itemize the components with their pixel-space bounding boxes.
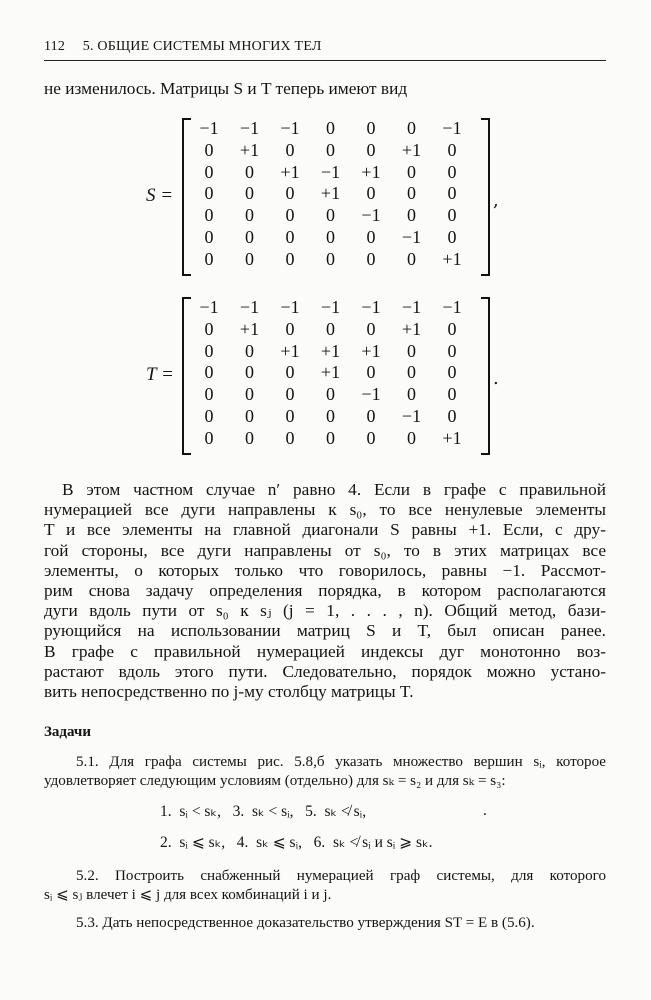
matrix-cell: +1	[280, 161, 300, 182]
matrix-cell: 0	[366, 318, 376, 339]
matrix-cell: 0	[326, 318, 335, 339]
matrix-cell: 0	[326, 248, 335, 269]
problem-line: sᵢ ⩽ sⱼ влечет i ⩽ j для всех комбинаций i и j.	[44, 886, 332, 903]
matrix-cell: 0	[204, 362, 214, 383]
paragraph-line: нумерацией все дуги направлены к s₀, то все ненулевые элементы	[44, 500, 606, 520]
matrix-cell: 0	[447, 161, 457, 182]
matrix-cell: 0	[407, 384, 416, 405]
matrix-cell: −1	[320, 297, 341, 317]
matrix-cell: 0	[447, 205, 457, 226]
matrix-cell: 0	[204, 161, 214, 182]
problem-5-2	[44, 867, 606, 904]
matrix-cell: +1	[239, 318, 260, 339]
matrix-s	[182, 118, 490, 276]
problem-5-3: 5.3. Дать непосредственное доказательство утверждения ST = E в (5.6).	[76, 915, 535, 931]
paragraph-line: дуги вдоль пути от s₀ к sⱼ (j = 1, . . . , n). Общий метод, бази-	[44, 601, 606, 621]
matrix-cell: 0	[407, 248, 416, 269]
conditions-line-2: 2. sᵢ ⩽ sₖ, 4. sₖ ⩽ sᵢ, 6. sₖ ≮ sᵢ и sᵢ ⩾ sₖ.	[160, 834, 433, 851]
matrix-cell: 0	[285, 406, 295, 426]
matrix-cell: 0	[245, 406, 254, 426]
running-header	[44, 39, 322, 55]
matrix-cell: +1	[361, 340, 381, 361]
matrix-cell: 0	[204, 183, 214, 204]
matrix-cell: 0	[366, 183, 376, 204]
matrix-cell: 0	[245, 227, 254, 247]
matrix-cell: 0	[407, 205, 416, 226]
matrix-cell: 0	[285, 139, 295, 160]
matrix-cell: −1	[401, 406, 422, 426]
main-paragraph	[44, 480, 606, 702]
matrix-cell: 0	[447, 362, 457, 383]
matrix-cell: +1	[320, 340, 341, 361]
matrix-cell: −1	[199, 297, 219, 317]
matrix-cell: +1	[280, 340, 300, 361]
right-bracket	[481, 118, 490, 276]
paragraph-line: растают вдоль этого пути. Следовательно, порядок можно устано-	[44, 661, 606, 681]
matrix-cell: 0	[204, 318, 214, 339]
matrix-cell: −1	[442, 118, 462, 138]
matrix-cell: 0	[245, 427, 254, 448]
matrix-s-label: S =	[146, 185, 174, 206]
problem-line: 5.1. Для графа системы рис. 5.8,б указать множество вершин sᵢ, которое	[76, 754, 606, 770]
paragraph-line: гой стороны, все дуги направлены от s₀, то в этих матрицах все	[44, 540, 606, 560]
matrix-cell: −1	[320, 161, 341, 182]
conditions-line-1-dot: .	[483, 802, 487, 819]
matrix-cell: +1	[320, 183, 341, 204]
problem-line: 5.2. Построить снабженный нумерацией граф системы, для которого	[76, 868, 606, 884]
matrix-t	[182, 297, 490, 455]
matrix-cell: −1	[280, 297, 300, 317]
paragraph-line: T и все элементы на главной диагонали S равны +1. Если, с дру-	[44, 520, 606, 540]
matrix-cell: 0	[407, 427, 416, 448]
matrix-cell: −1	[239, 118, 260, 138]
matrix-cell: 0	[447, 227, 457, 247]
matrix-cell: 0	[366, 362, 376, 383]
matrix-cell: 0	[366, 118, 376, 138]
matrix-cell: 0	[326, 427, 335, 448]
paragraph-line: рующийся на использовании матриц S и T, был описан ранее.	[44, 621, 606, 641]
matrix-cell: 0	[407, 118, 416, 138]
left-bracket	[182, 118, 191, 276]
matrix-cell: 0	[285, 318, 295, 339]
matrix-cell: 0	[285, 248, 295, 269]
matrix-cell: 0	[366, 406, 376, 426]
matrix-cell: 0	[245, 340, 254, 361]
matrix-cell: 0	[326, 227, 335, 247]
matrix-cell: 0	[245, 362, 254, 383]
matrix-cell: 0	[447, 318, 457, 339]
matrix-cell: −1	[442, 297, 462, 317]
matrix-cell: 0	[447, 183, 457, 204]
matrix-cell: 0	[326, 406, 335, 426]
matrix-cell: 0	[204, 384, 214, 405]
chapter-title: 5. ОБЩИЕ СИСТЕМЫ МНОГИХ ТЕЛ	[82, 39, 322, 54]
matrix-cell: −1	[199, 118, 219, 138]
matrix-cell: 0	[245, 384, 254, 405]
matrix-cell: 0	[447, 406, 457, 426]
matrix-cell: 0	[245, 183, 254, 204]
matrix-cell: −1	[401, 227, 422, 247]
matrix-cell: 0	[407, 362, 416, 383]
matrix-s-trailing: ,	[493, 190, 499, 211]
conditions-line-1: 1. sᵢ < sₖ, 3. sₖ < sᵢ, 5. sₖ ≮ sᵢ,	[160, 803, 367, 820]
matrix-t-trailing: .	[493, 368, 499, 389]
matrix-t-label: T =	[146, 364, 174, 385]
matrix-cell: 0	[447, 340, 457, 361]
paragraph-line: В этом частном случае n′ равно 4. Если в графе с правильной	[62, 480, 606, 499]
matrix-cell: −1	[361, 297, 381, 317]
problem-line: удовлетворяет следующим условиям (отдельно) для sₖ = s₂ и для sₖ = s₃:	[44, 772, 506, 789]
matrix-cell: 0	[204, 139, 214, 160]
problem-5-1	[44, 753, 606, 790]
matrix-cell: 0	[326, 118, 335, 138]
paragraph-line: элементы, о которых только что говорилось, равны −1. Рассмот-	[44, 560, 606, 580]
matrix-cell: 0	[245, 205, 254, 226]
matrix-cell: 0	[285, 227, 295, 247]
matrix-cell: 0	[366, 427, 376, 448]
matrix-cell: +1	[401, 318, 422, 339]
matrix-cell: 0	[366, 248, 376, 269]
matrix-cell: 0	[447, 384, 457, 405]
matrix-cell: −1	[361, 384, 381, 405]
header-rule	[44, 60, 606, 61]
matrix-cell: +1	[320, 362, 341, 383]
matrix-cell: +1	[239, 139, 260, 160]
matrix-cell: 0	[245, 161, 254, 182]
matrix-cell: +1	[401, 139, 422, 160]
matrix-cell: 0	[204, 205, 214, 226]
matrix-cell: 0	[204, 427, 214, 448]
matrix-cell: 0	[407, 183, 416, 204]
matrix-cell: +1	[442, 248, 462, 269]
paragraph-line: рим снова задачу определения порядка, в котором располагаются	[44, 581, 606, 601]
matrix-cell: 0	[407, 340, 416, 361]
matrix-cell: −1	[280, 118, 300, 138]
matrix-cell: 0	[326, 384, 335, 405]
matrix-cell: 0	[285, 205, 295, 226]
matrix-cell: 0	[447, 139, 457, 160]
matrix-cell: 0	[407, 161, 416, 182]
matrix-cell: 0	[204, 406, 214, 426]
paragraph-line: вить непосредственно по j-му столбцу матрицы T.	[44, 682, 414, 702]
matrix-cell: 0	[204, 248, 214, 269]
matrix-cell: 0	[326, 205, 335, 226]
matrix-cell: 0	[366, 227, 376, 247]
problems-heading: Задачи	[44, 724, 92, 740]
matrix-cell: 0	[204, 227, 214, 247]
matrix-cell: 0	[285, 183, 295, 204]
matrix-cell: 0	[326, 139, 335, 160]
matrix-cell: +1	[361, 161, 381, 182]
matrix-cell: +1	[442, 427, 462, 448]
intro-line: не изменилось. Матрицы S и T теперь имеют вид	[44, 79, 408, 98]
left-bracket	[182, 297, 191, 455]
matrix-cell: 0	[285, 427, 295, 448]
matrix-cell: 0	[245, 248, 254, 269]
matrix-cell: −1	[361, 205, 381, 226]
paragraph-line: В графе с правильной нумерацией индексы дуг монотонно воз-	[44, 641, 606, 661]
matrix-cell: 0	[204, 340, 214, 361]
matrix-cell: −1	[401, 297, 422, 317]
matrix-cell: 0	[285, 362, 295, 383]
matrix-cell: 0	[366, 139, 376, 160]
matrix-cell: −1	[239, 297, 260, 317]
right-bracket	[481, 297, 490, 455]
page-number: 112	[44, 39, 66, 54]
matrix-cell: 0	[285, 384, 295, 405]
